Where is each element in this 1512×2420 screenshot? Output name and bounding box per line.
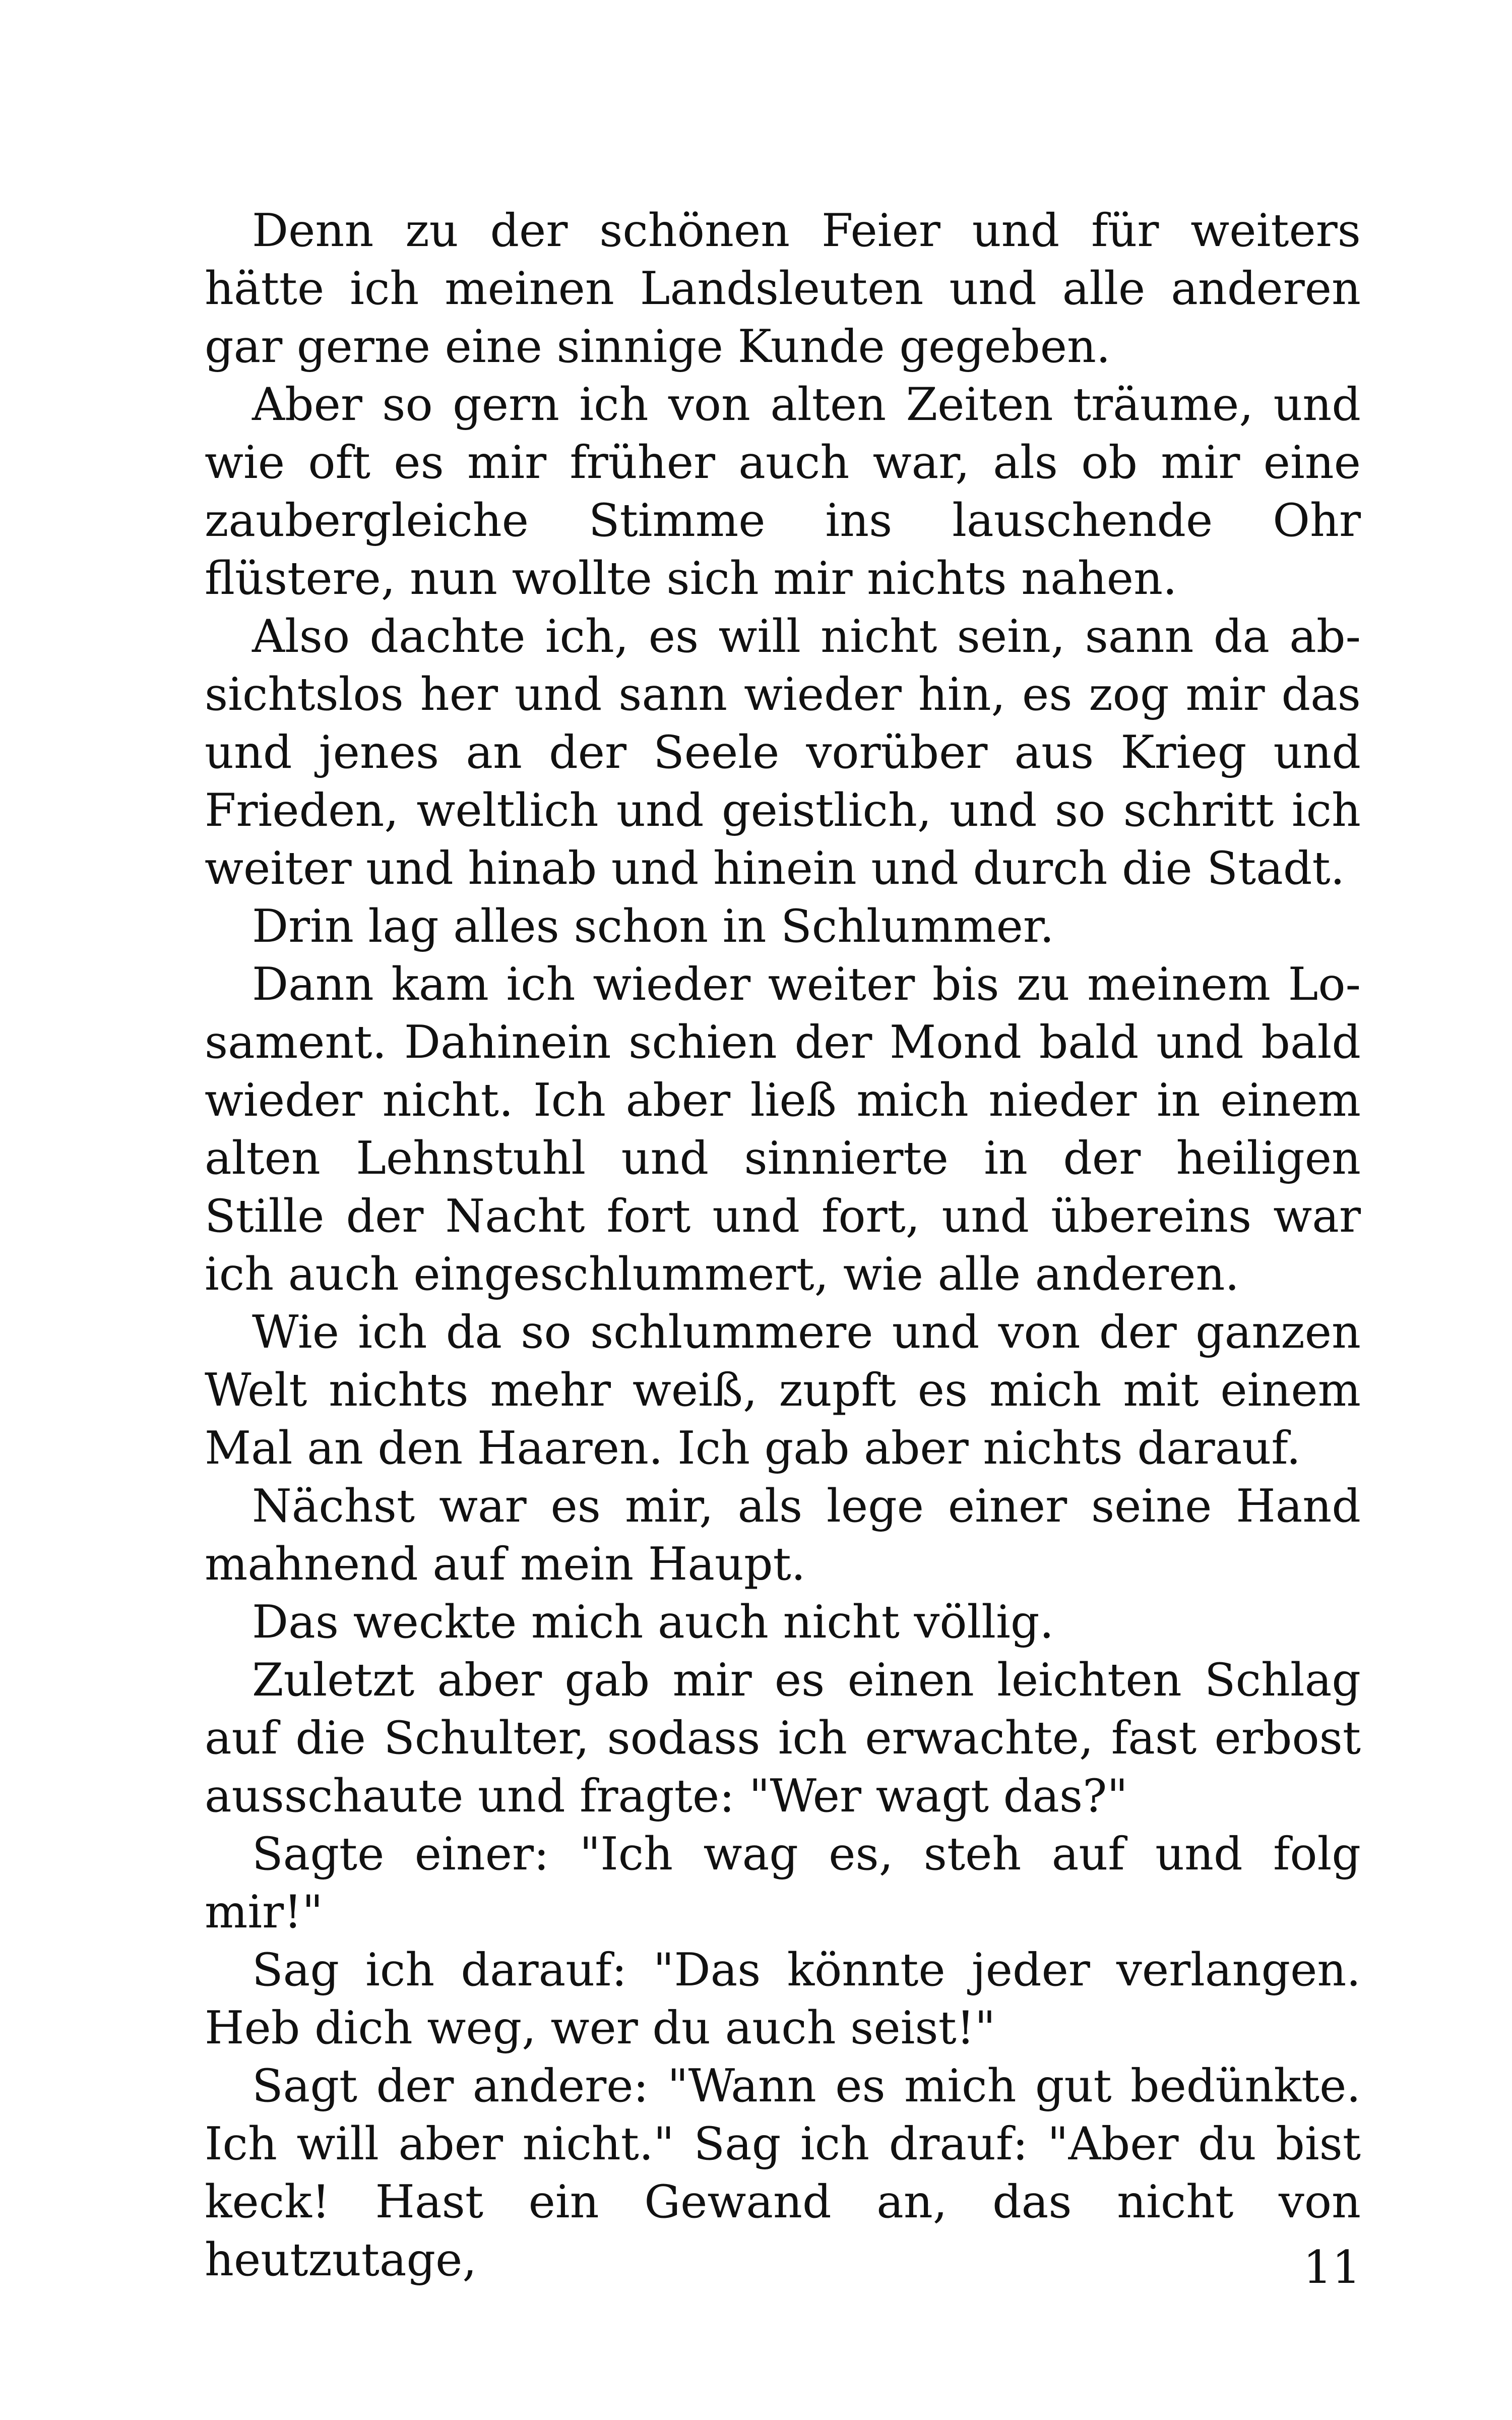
paragraph: Dann kam ich wieder weiter bis zu meinem Losament. Dahinein schien der Mond bald und bald wieder nicht. Ich aber ließ mich nieder in einem alten Lehnstuhl und sinnierte in der heiligen Stille der Nacht fort und fort, und übereins war ich auch eingeschlummert, wie alle anderen.: [205, 958, 1361, 1301]
paragraph: Also dachte ich, es will nicht sein, sann da absichtslos her und sann wieder hin, es zog mir das und jenes an der Seele vorüber aus Krieg und Frieden, weltlich und geistlich, und so schritt ich weiter und hinab und hinein und durch die Stadt.: [205, 610, 1361, 895]
paragraph: Drin lag alles schon in Schlummer.: [252, 900, 1054, 953]
paragraph: Wie ich da so schlummere und von der ganzen Welt nichts mehr weiß, zupft es mich mit einem Mal an den Haaren. Ich gab aber nichts darauf.: [205, 1306, 1361, 1475]
paragraph: Sag ich darauf: "Das könnte jeder verlangen. Heb dich weg, wer du auch seist!": [205, 1944, 1361, 2054]
body-text: [205, 202, 1361, 2289]
paragraph: Das weckte mich auch nicht völlig.: [252, 1596, 1054, 1649]
page-number: 11: [1303, 2241, 1361, 2294]
paragraph: Zuletzt aber gab mir es einen leichten Schlag auf die Schulter, sodass ich erwachte, fast erbost ausschaute und fragte: "Wer wagt das?": [205, 1654, 1361, 1823]
paragraph: Denn zu der schönen Feier und für weiters hätte ich meinen Landsleuten und alle anderen gar gerne eine sinnige Kunde gegeben.: [205, 204, 1361, 373]
paragraph: Aber so gern ich von alten Zeiten träume, und wie oft es mir früher auch war, als ob mir eine zaubergleiche Stimme ins lauschende Ohr flüstere, nun wollte sich mir nichts nahen.: [205, 378, 1361, 605]
paragraph: Nächst war es mir, als lege einer seine Hand mahnend auf mein Haupt.: [205, 1480, 1361, 1591]
paragraph: Sagte einer: "Ich wag es, steh auf und folg mir!": [205, 1828, 1361, 1939]
paragraph: Sagt der andere: "Wann es mich gut bedünkte. Ich will aber nicht." Sag ich drauf: "Aber du bist keck! Hast ein Gewand an, das nicht von heutzutage,: [205, 2060, 1361, 2286]
